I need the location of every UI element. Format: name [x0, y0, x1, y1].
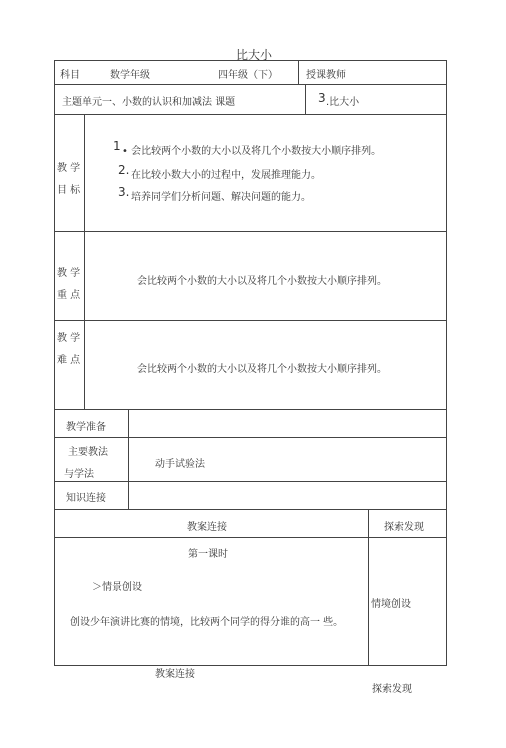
unit-text: 主题单元一、小数的认识和加减法 课题	[62, 97, 236, 108]
key-points-text: 会比较两个小数的大小以及将几个小数按大小顺序排列。	[137, 276, 387, 287]
row-divider	[54, 509, 446, 510]
difficulties-label-2: 难 点	[57, 355, 81, 366]
footer-left: 教案连接	[155, 669, 195, 680]
col-divider	[368, 509, 369, 665]
table-border-right	[446, 60, 447, 666]
objectives-label-2: 目 标	[57, 185, 81, 196]
difficulties-label-1: 教 学	[57, 333, 81, 344]
objectives-label-1: 教 学	[57, 163, 81, 174]
difficulties-text: 会比较两个小数的大小以及将几个小数按大小顺序排列。	[137, 364, 387, 375]
objective-num-1: 1	[113, 139, 121, 153]
grade-value: 四年级（下）	[218, 70, 278, 81]
key-points-label-1: 教 学	[57, 268, 81, 279]
objective-num-3: 3.	[118, 185, 130, 199]
plan-period: 第一课时	[188, 549, 228, 560]
objective-text-3: 培养同学们分析问题、解决问题的能力。	[131, 192, 311, 203]
objective-text-1: • 会比较两个小数的大小以及将几个小数按大小顺序排列。	[122, 146, 382, 157]
row-divider	[54, 84, 446, 85]
key-points-label-2: 重 点	[57, 290, 81, 301]
plan-text: 创设少年演讲比赛的情境，比较两个同学的得分谁的高一 些。	[70, 617, 344, 628]
table-border-bottom	[54, 665, 446, 666]
plan-header-right: 探索发现	[384, 522, 424, 533]
row-divider	[54, 114, 446, 115]
methods-label-1: 主要教法	[68, 447, 108, 458]
teacher-label: 授课教师	[306, 70, 346, 81]
methods-value: 动手试验法	[155, 459, 205, 470]
methods-label-2: 与学法	[64, 469, 94, 480]
footer-right: 探索发现	[372, 684, 412, 695]
subject-value: 数学年级	[110, 70, 150, 81]
row-divider	[54, 231, 446, 232]
table-border-left	[54, 60, 55, 666]
plan-section: ＞情景创设	[92, 582, 142, 593]
col-divider	[305, 84, 306, 114]
prep-label: 教学准备	[66, 422, 106, 433]
objective-num-2: 2.	[118, 163, 130, 177]
col-divider	[128, 409, 129, 509]
plan-header-left: 教案连接	[187, 522, 227, 533]
row-divider	[54, 481, 446, 482]
page-title: 比大小	[236, 48, 273, 62]
row-divider	[54, 537, 446, 538]
knowledge-label: 知识连接	[66, 493, 106, 504]
col-divider	[298, 60, 299, 84]
lesson-number: 3	[318, 91, 326, 105]
plan-right-note: 情境创设	[371, 599, 411, 610]
row-divider	[54, 320, 446, 321]
subject-label: 科目	[60, 70, 80, 81]
row-divider	[54, 409, 446, 410]
lesson-title: .比大小	[326, 97, 360, 108]
objective-text-2: 在比较小数大小的过程中，发展推理能力。	[131, 170, 321, 181]
row-divider	[54, 437, 446, 438]
col-divider	[84, 114, 85, 409]
table-border-top	[54, 60, 446, 61]
